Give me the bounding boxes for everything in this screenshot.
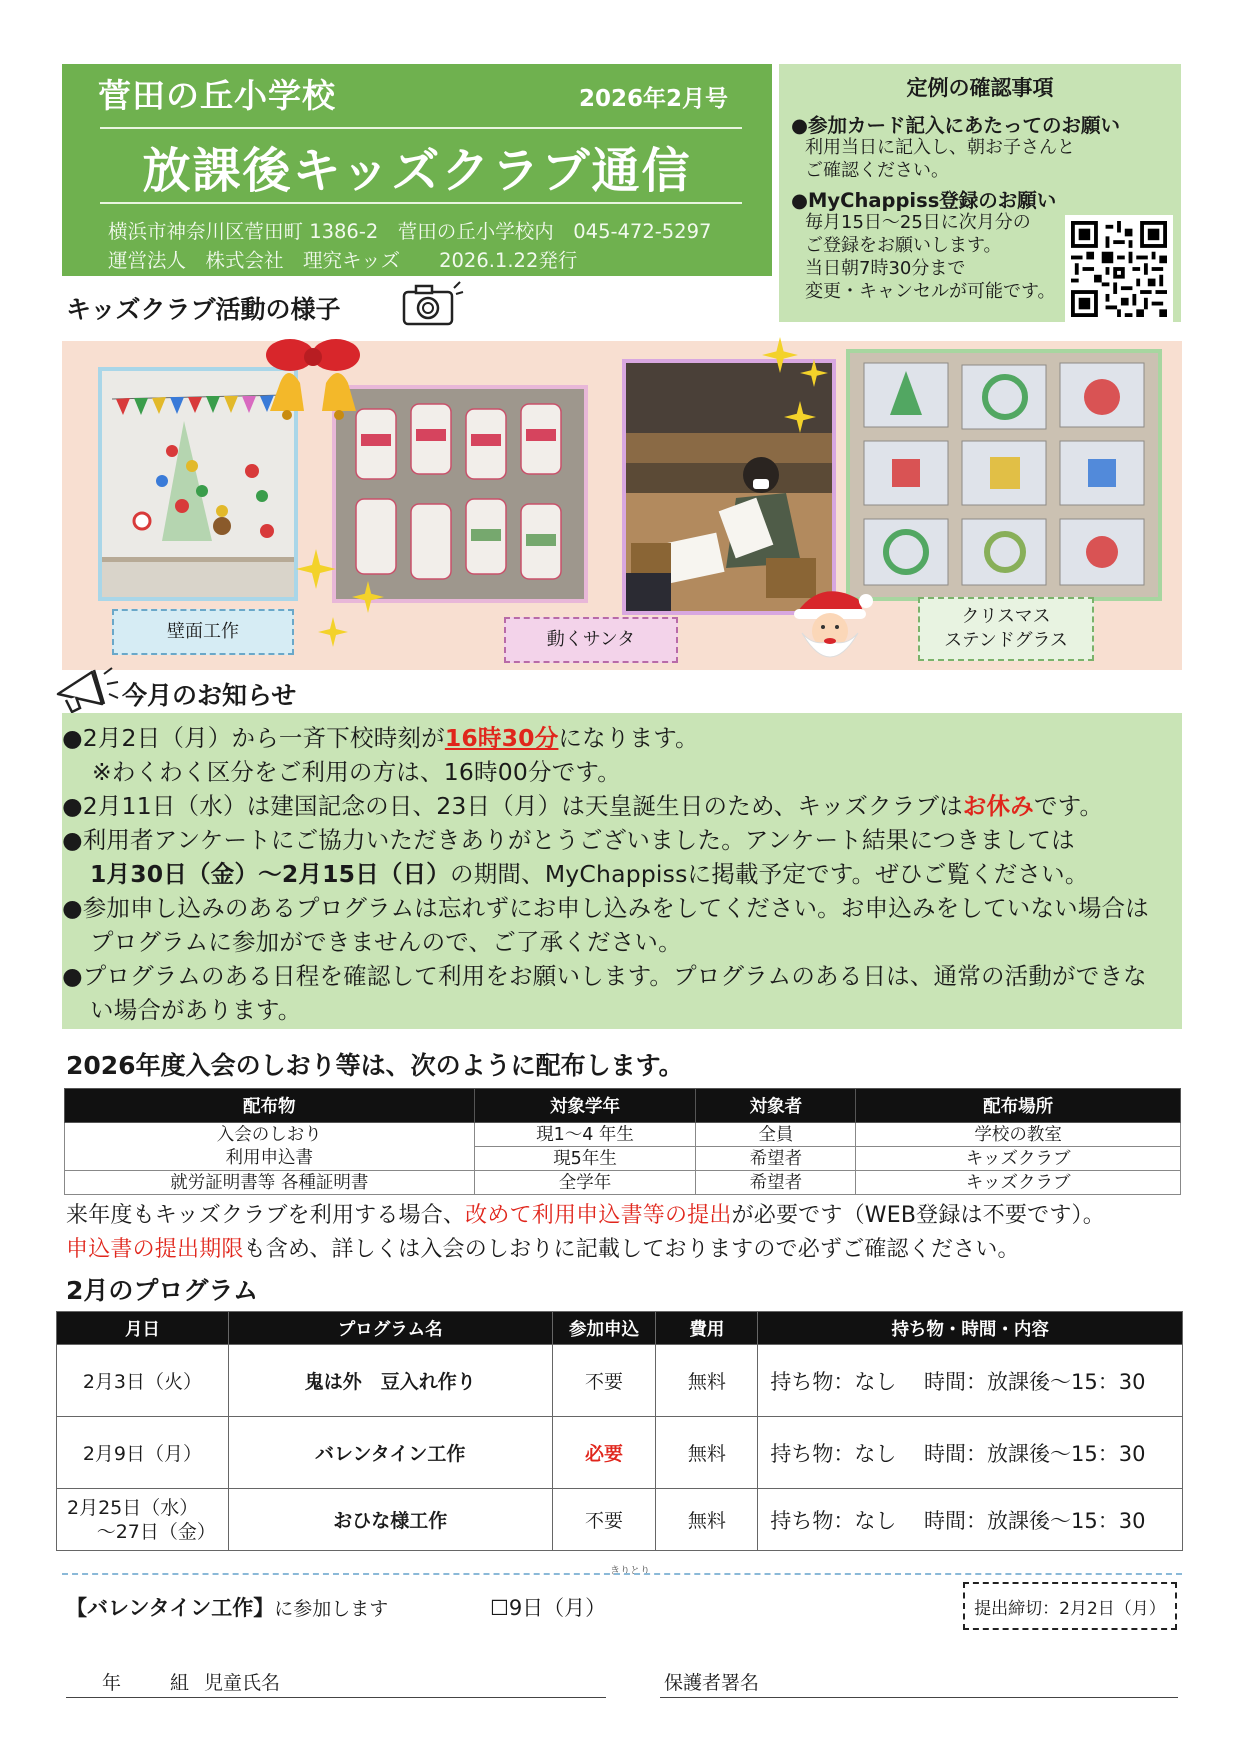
column-header: 対象学年 [474, 1089, 696, 1123]
table-row [57, 1489, 1183, 1551]
christmas-bells-icon [258, 333, 368, 433]
santa-icon [782, 577, 878, 673]
notice-line: ●2月2日（月）から一斉下校時刻が16時30分になります。 [62, 724, 699, 752]
notice-line: ●参加申し込みのあるプログラムは忘れずにお申し込みをしてください。お申込みをしていない場合は [62, 894, 1149, 922]
program-date: 2月3日（火） [57, 1345, 229, 1417]
column-header: 費用 [656, 1312, 758, 1345]
distribution-note: 来年度もキッズクラブを利用する場合、改めて利用申込書等の提出が必要です（WEB登録は不要です）。 [66, 1203, 1105, 1228]
table-cell: 全学年 [474, 1171, 696, 1195]
activity-photo-band [62, 341, 1182, 670]
sparkle-icon [784, 401, 816, 433]
cut-label: きりとり [610, 1566, 650, 1577]
program-name: 鬼は外 豆入れ作り [228, 1345, 552, 1417]
program-apply: 不要 [552, 1345, 656, 1417]
program-heading: 2月のプログラム [66, 1276, 259, 1305]
notice-line: ●利用者アンケートにご協力いただきありがとうございました。アンケート結果につきましては [62, 826, 1075, 854]
program-fee: 無料 [656, 1345, 758, 1417]
notice-line: い場合があります。 [90, 996, 302, 1024]
regular-notes-title: 定例の確認事項 [906, 76, 1054, 100]
header-divider [100, 127, 742, 129]
sparkle-icon [296, 549, 336, 589]
column-header: 月日 [57, 1312, 229, 1345]
table-cell: 希望者 [696, 1147, 856, 1171]
qr-code-icon [1071, 221, 1167, 317]
regular-notes-box [779, 64, 1181, 322]
column-header: 配布物 [65, 1089, 475, 1123]
form-program: 【バレンタイン工作】に参加します [66, 1596, 389, 1620]
distribution-heading: 2026年度入会のしおり等は、次のように配布します。 [66, 1051, 684, 1080]
table-row [57, 1345, 1183, 1417]
column-header: 持ち物・時間・内容 [758, 1312, 1183, 1345]
issue-date: 2026年2月号 [578, 86, 728, 112]
notice-line: ●プログラムのある日程を確認して利用をお願いします。プログラムのある日は、通常の活動ができな [62, 962, 1147, 990]
caption-stained-glass: クリスマス ステンドグラス [918, 597, 1094, 661]
card-note-line: ご確認ください。 [805, 160, 949, 181]
notice-line: ●2月11日（水）は建国記念の日、23日（月）は天皇誕生日のため、キッズクラブはお休みです。 [62, 792, 1104, 820]
sparkle-icon [318, 617, 348, 647]
sparkle-icon [762, 337, 798, 373]
notice-heading: 今月のお知らせ [122, 681, 297, 710]
program-table [56, 1311, 1183, 1551]
column-header: 対象者 [696, 1089, 856, 1123]
program-apply: 不要 [552, 1489, 656, 1551]
table-row [65, 1171, 1181, 1195]
table-cell: 就労証明書等 各種証明書 [65, 1171, 475, 1195]
cut-line [62, 1573, 1182, 1575]
program-fee: 無料 [656, 1417, 758, 1489]
table-cell: キッズクラブ [856, 1147, 1181, 1171]
table-row [65, 1123, 1181, 1147]
table-cell: 学校の教室 [856, 1123, 1181, 1147]
date-checkbox[interactable]: ☐9日（月） [490, 1596, 607, 1620]
child-name-field[interactable]: 年 組 児童氏名 [66, 1668, 606, 1698]
stained-glass-photo [846, 349, 1162, 601]
school-name: 菅田の丘小学校 [98, 76, 336, 115]
table-header-row [65, 1089, 1181, 1123]
sparkle-icon [800, 359, 828, 387]
qr-code[interactable] [1065, 215, 1173, 323]
guardian-signature-field[interactable]: 保護者署名 [660, 1668, 1178, 1698]
address-line: 横浜市神奈川区菅田町 1386-2 菅田の丘小学校内 045-472-5297 [108, 220, 712, 243]
distribution-note: 申込書の提出期限も含め、詳しくは入会のしおりに記載しておりますので必ずご確認ください。 [66, 1237, 1020, 1262]
activity-heading: キッズクラブ活動の様子 [66, 295, 341, 324]
mychappiss-note-title: ●MyChappiss登録のお願い [791, 189, 1057, 212]
stained-glass-image [850, 353, 1158, 597]
mychappiss-note-line: 毎月15日～25日に次月分の [805, 212, 1031, 233]
program-apply: 必要 [552, 1417, 656, 1489]
program-name: おひな様工作 [228, 1489, 552, 1551]
sparkle-icon [352, 581, 384, 613]
table-row [57, 1417, 1183, 1489]
program-name: バレンタイン工作 [228, 1417, 552, 1489]
program-detail: 持ち物：なし 時間：放課後～15：30 [758, 1417, 1183, 1489]
caption-wall-craft: 壁面工作 [112, 609, 294, 655]
program-date: 2月25日（水） ～27日（金） [57, 1489, 229, 1551]
camera-icon [400, 280, 464, 330]
table-cell: 現1～4 年生 [474, 1123, 696, 1147]
distribution-table [64, 1088, 1181, 1195]
megaphone-icon [52, 664, 122, 720]
table-cell: 入会のしおり [65, 1123, 475, 1147]
program-detail: 持ち物：なし 時間：放課後～15：30 [758, 1345, 1183, 1417]
column-header: プログラム名 [228, 1312, 552, 1345]
notice-box [62, 713, 1182, 1029]
newsletter-header [62, 64, 772, 276]
column-header: 配布場所 [856, 1089, 1181, 1123]
caption-moving-santa: 動くサンタ [504, 617, 678, 663]
notice-line: ※わくわく区分をご利用の方は、16時00分です。 [92, 758, 621, 786]
table-cell: 現5年生 [474, 1147, 696, 1171]
program-fee: 無料 [656, 1489, 758, 1551]
header-divider [100, 202, 742, 204]
table-cell: 全員 [696, 1123, 856, 1147]
holiday-notice: お休み [962, 792, 1034, 820]
notice-line: プログラムに参加ができませんので、ご了承ください。 [90, 928, 682, 956]
mychappiss-note-line: 当日朝7時30分まで [805, 258, 966, 279]
table-cell: 利用申込書 [65, 1147, 475, 1171]
moving-santa-image [336, 389, 584, 599]
dismissal-time: 16時30分 [444, 724, 559, 752]
deadline-box: 提出締切：2月2日（月） [963, 1582, 1177, 1630]
card-note-title: ●参加カード記入にあたってのお願い [791, 114, 1121, 137]
mychappiss-note-line: 変更・キャンセルが可能です。 [805, 281, 1056, 302]
table-cell: 希望者 [696, 1171, 856, 1195]
mychappiss-note-line: ご登録をお願いします。 [805, 235, 1002, 256]
program-date: 2月9日（月） [57, 1417, 229, 1489]
card-note-line: 利用当日に記入し、朝お子さんと [805, 137, 1075, 158]
table-row [65, 1147, 1181, 1171]
operator-line: 運営法人 株式会社 理究キッズ 2026.1.22発行 [108, 249, 578, 272]
table-header-row [57, 1312, 1183, 1345]
notice-line: 1月30日（金）～2月15日（日）の期間、MyChappissに掲載予定です。ぜひご覧ください。 [90, 860, 1089, 888]
moving-santa-photo [332, 385, 588, 603]
newsletter-title: 放課後キッズクラブ通信 [142, 143, 692, 199]
program-detail: 持ち物：なし 時間：放課後～15：30 [758, 1489, 1183, 1551]
column-header: 参加申込 [552, 1312, 656, 1345]
table-cell: キッズクラブ [856, 1171, 1181, 1195]
